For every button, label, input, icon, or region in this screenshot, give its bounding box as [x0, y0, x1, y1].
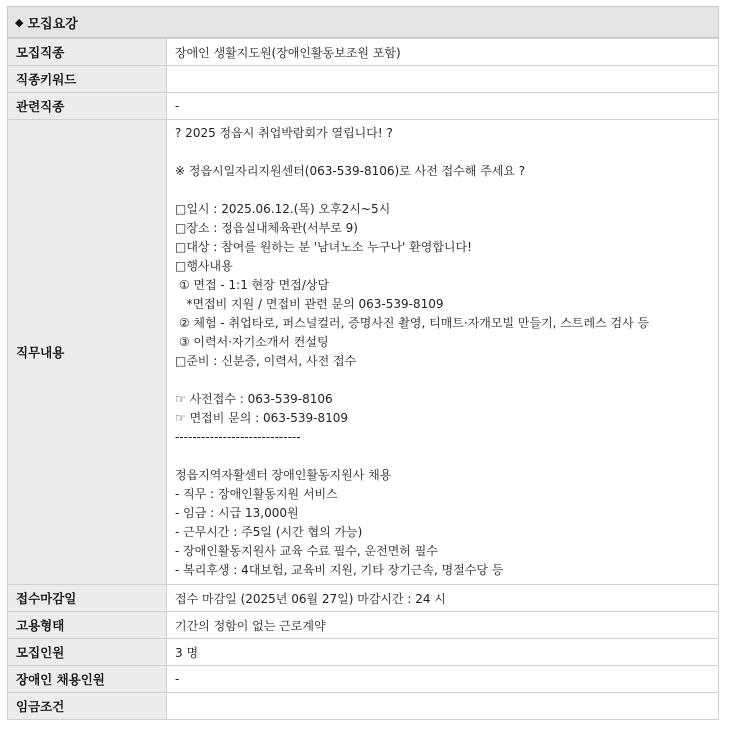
table-row-job-description	[8, 120, 719, 585]
table-row	[8, 585, 719, 612]
description-line: ② 체험 - 취업타로, 퍼스널컬러, 증명사진 촬영, 티매트·자개모빌 만들기, 스트레스 검사 등	[175, 316, 650, 330]
row-label: 모집직종	[8, 39, 167, 66]
row-label: 장애인 채용인원	[8, 666, 167, 693]
description-line: - 장애인활동지원사 교육 수료 필수, 운전면허 필수	[175, 544, 438, 558]
row-label: 임금조건	[8, 693, 167, 720]
table-row	[8, 39, 719, 66]
row-label: 직종키워드	[8, 66, 167, 93]
description-line: 정읍지역자활센터 장애인활동지원사 채용	[175, 468, 392, 482]
description-line: □준비 : 신분증, 이력서, 사전 접수	[175, 354, 357, 368]
row-value: -	[167, 666, 719, 693]
description-line: *면접비 지원 / 면접비 관련 문의 063-539-8109	[175, 297, 444, 311]
recruitment-table	[7, 38, 719, 720]
row-label: 관련직종	[8, 93, 167, 120]
description-line: □장소 : 정읍실내체육관(서부로 9)	[175, 221, 358, 235]
row-value: 3 명	[167, 639, 719, 666]
row-value: 접수 마감일 (2025년 06월 27일) 마감시간 : 24 시	[167, 585, 719, 612]
description-line: ① 면접 - 1:1 현장 면접/상담	[175, 278, 330, 292]
diamond-icon: ◆	[15, 15, 24, 29]
row-label: 직무내용	[8, 120, 167, 585]
row-value	[167, 66, 719, 93]
section-title: 모집요강	[27, 16, 78, 32]
description-line: - 임금 : 시급 13,000원	[175, 506, 299, 520]
table-row	[8, 612, 719, 639]
table-row	[8, 666, 719, 693]
row-value: -	[167, 93, 719, 120]
row-value: 기간의 정함이 없는 근로계약	[167, 612, 719, 639]
description-line	[175, 447, 710, 466]
description-line: - 직무 : 장애인활동지원 서비스	[175, 487, 338, 501]
description-line	[175, 143, 710, 162]
description-line	[175, 181, 710, 200]
description-line: ☞ 사전접수 : 063-539-8106	[175, 392, 333, 406]
row-value: 장애인 생활지도원(장애인활동보조원 포함)	[167, 39, 719, 66]
table-row	[8, 93, 719, 120]
table-row	[8, 66, 719, 93]
row-value	[167, 693, 719, 720]
description-line: ③ 이력서·자기소개서 컨설팅	[175, 335, 329, 349]
recruitment-section	[7, 6, 719, 720]
table-row	[8, 693, 719, 720]
description-line: -----------------------------	[175, 430, 301, 444]
table-row	[8, 639, 719, 666]
row-label: 모집인원	[8, 639, 167, 666]
description-line: ☞ 면접비 문의 : 063-539-8109	[175, 411, 349, 425]
description-line: ※ 정읍시일자리지원센터(063-539-8106)로 사전 접수해 주세요 ?	[175, 164, 526, 178]
row-label: 접수마감일	[8, 585, 167, 612]
description-line: □일시 : 2025.06.12.(목) 오후2시~5시	[175, 202, 391, 216]
row-label: 고용형태	[8, 612, 167, 639]
description-line	[175, 371, 710, 390]
description-line: ? 2025 정읍시 취업박람회가 열립니다! ?	[175, 126, 393, 140]
job-description-text	[167, 120, 719, 585]
description-line: - 근무시간 : 주5일 (시간 협의 가능)	[175, 525, 363, 539]
section-header	[7, 6, 719, 38]
description-line: - 복리후생 : 4대보험, 교육비 지원, 기타 장기근속, 명절수당 등	[175, 563, 504, 577]
description-line: □대상 : 참여를 원하는 분 '남녀노소 누구나' 환영합니다!	[175, 240, 472, 254]
description-line: □행사내용	[175, 259, 233, 273]
